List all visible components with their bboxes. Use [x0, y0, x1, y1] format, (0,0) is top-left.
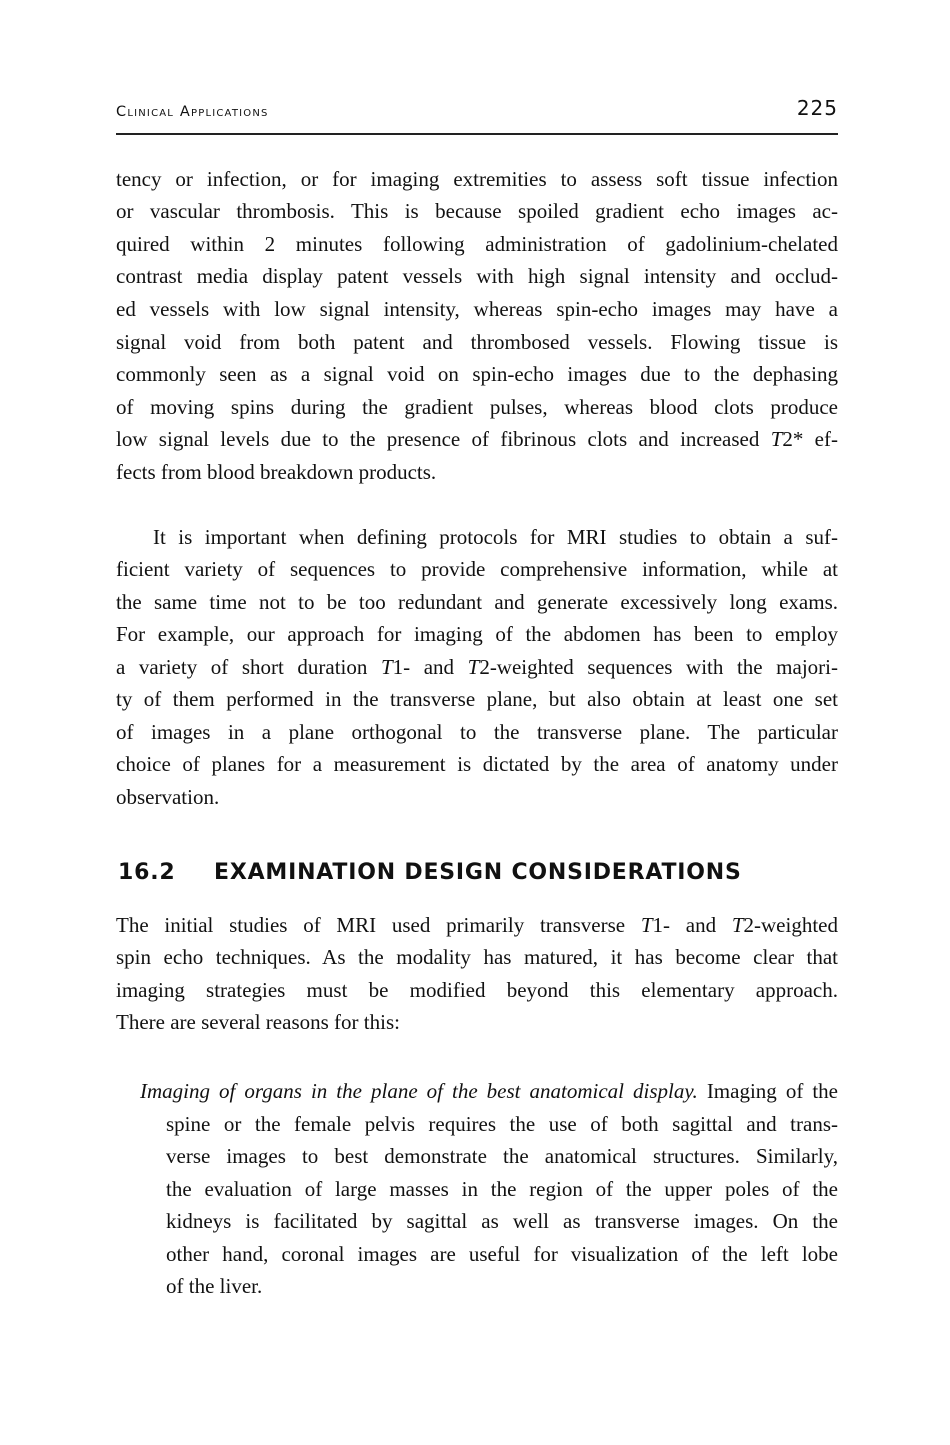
- text-line: spine or the female pelvis requires the use of both sagittal and trans-: [166, 1112, 838, 1136]
- text-line: ficient variety of sequences to provide comprehensive information, while at: [116, 557, 838, 581]
- text-span: Imaging of the: [697, 1079, 838, 1103]
- text-line: signal void from both patent and thrombosed vessels. Flowing tissue is: [116, 330, 838, 354]
- text-line: ed vessels with low signal intensity, whereas spin-echo images may have a: [116, 297, 838, 321]
- text-line: There are several reasons for this:: [116, 1010, 400, 1034]
- text-line: [116, 654, 838, 680]
- text-line: fects from blood breakdown products.: [116, 460, 437, 484]
- text-line: observation.: [116, 785, 220, 809]
- section-heading: [118, 860, 838, 885]
- text-line: or vascular thrombosis. This is because spoiled gradient echo images ac-: [116, 199, 838, 223]
- running-header: [116, 96, 838, 124]
- italic-symbol: T: [770, 427, 783, 451]
- italic-symbol: T: [467, 655, 480, 679]
- text-line: contrast media display patent vessels with high signal intensity and occlud-: [116, 264, 838, 288]
- section-number: 16.2: [118, 860, 176, 885]
- text-span: 1- and: [652, 913, 732, 937]
- italic-symbol: T: [731, 913, 744, 937]
- italic-symbol: T: [640, 913, 653, 937]
- text-line: of images in a plane orthogonal to the transverse plane. The particular: [116, 720, 838, 744]
- text-line: ty of them performed in the transverse plane, but also obtain at least one set: [116, 687, 838, 711]
- text-line: [116, 912, 838, 938]
- section-title: EXAMINATION DESIGN CONSIDERATIONS: [214, 860, 742, 885]
- text-span: 1- and: [392, 655, 468, 679]
- text-line: [140, 1078, 838, 1104]
- text-line: verse images to best demonstrate the anatomical structures. Similarly,: [166, 1144, 838, 1168]
- text-line: tency or infection, or for imaging extremities to assess soft tissue infection: [116, 167, 838, 191]
- text-line: of the liver.: [166, 1274, 263, 1298]
- text-line: For example, our approach for imaging of the abdomen has been to employ: [116, 622, 838, 646]
- text-span: 2-weighted: [743, 913, 838, 937]
- text-line: of moving spins during the gradient pulses, whereas blood clots produce: [116, 395, 838, 419]
- text-line: commonly seen as a signal void on spin-echo images due to the dephasing: [116, 362, 838, 386]
- text-line: kidneys is facilitated by sagittal as well as transverse images. On the: [166, 1209, 838, 1233]
- text-line: [116, 426, 838, 452]
- text-line: It is important when defining protocols for MRI studies to obtain a suf-: [153, 525, 838, 549]
- text-line: imaging strategies must be modified beyond this elementary approach.: [116, 978, 838, 1002]
- header-rule: [116, 133, 838, 135]
- text-line: the same time not to be too redundant and generate excessively long exams.: [116, 590, 838, 614]
- text-span: a variety of short duration: [116, 655, 381, 679]
- list-item-lead: Imaging of organs in the plane of the best anatomical display.: [140, 1079, 698, 1103]
- text-span: low signal levels due to the presence of fibrinous clots and increased: [116, 427, 771, 451]
- text-line: quired within 2 minutes following administration of gadolinium-chelated: [116, 232, 838, 256]
- running-title: Clinical Applications: [116, 104, 269, 120]
- text-span: 2-weighted sequences with the majori-: [479, 655, 838, 679]
- text-span: 2* ef-: [782, 427, 838, 451]
- text-span: The initial studies of MRI used primarily transverse: [116, 913, 641, 937]
- text-line: choice of planes for a measurement is dictated by the area of anatomy under: [116, 752, 838, 776]
- text-line: the evaluation of large masses in the region of the upper poles of the: [166, 1177, 838, 1201]
- page-number: 225: [796, 96, 838, 120]
- text-line: spin echo techniques. As the modality has matured, it has become clear that: [116, 945, 838, 969]
- text-line: other hand, coronal images are useful for visualization of the left lobe: [166, 1242, 838, 1266]
- italic-symbol: T: [380, 655, 393, 679]
